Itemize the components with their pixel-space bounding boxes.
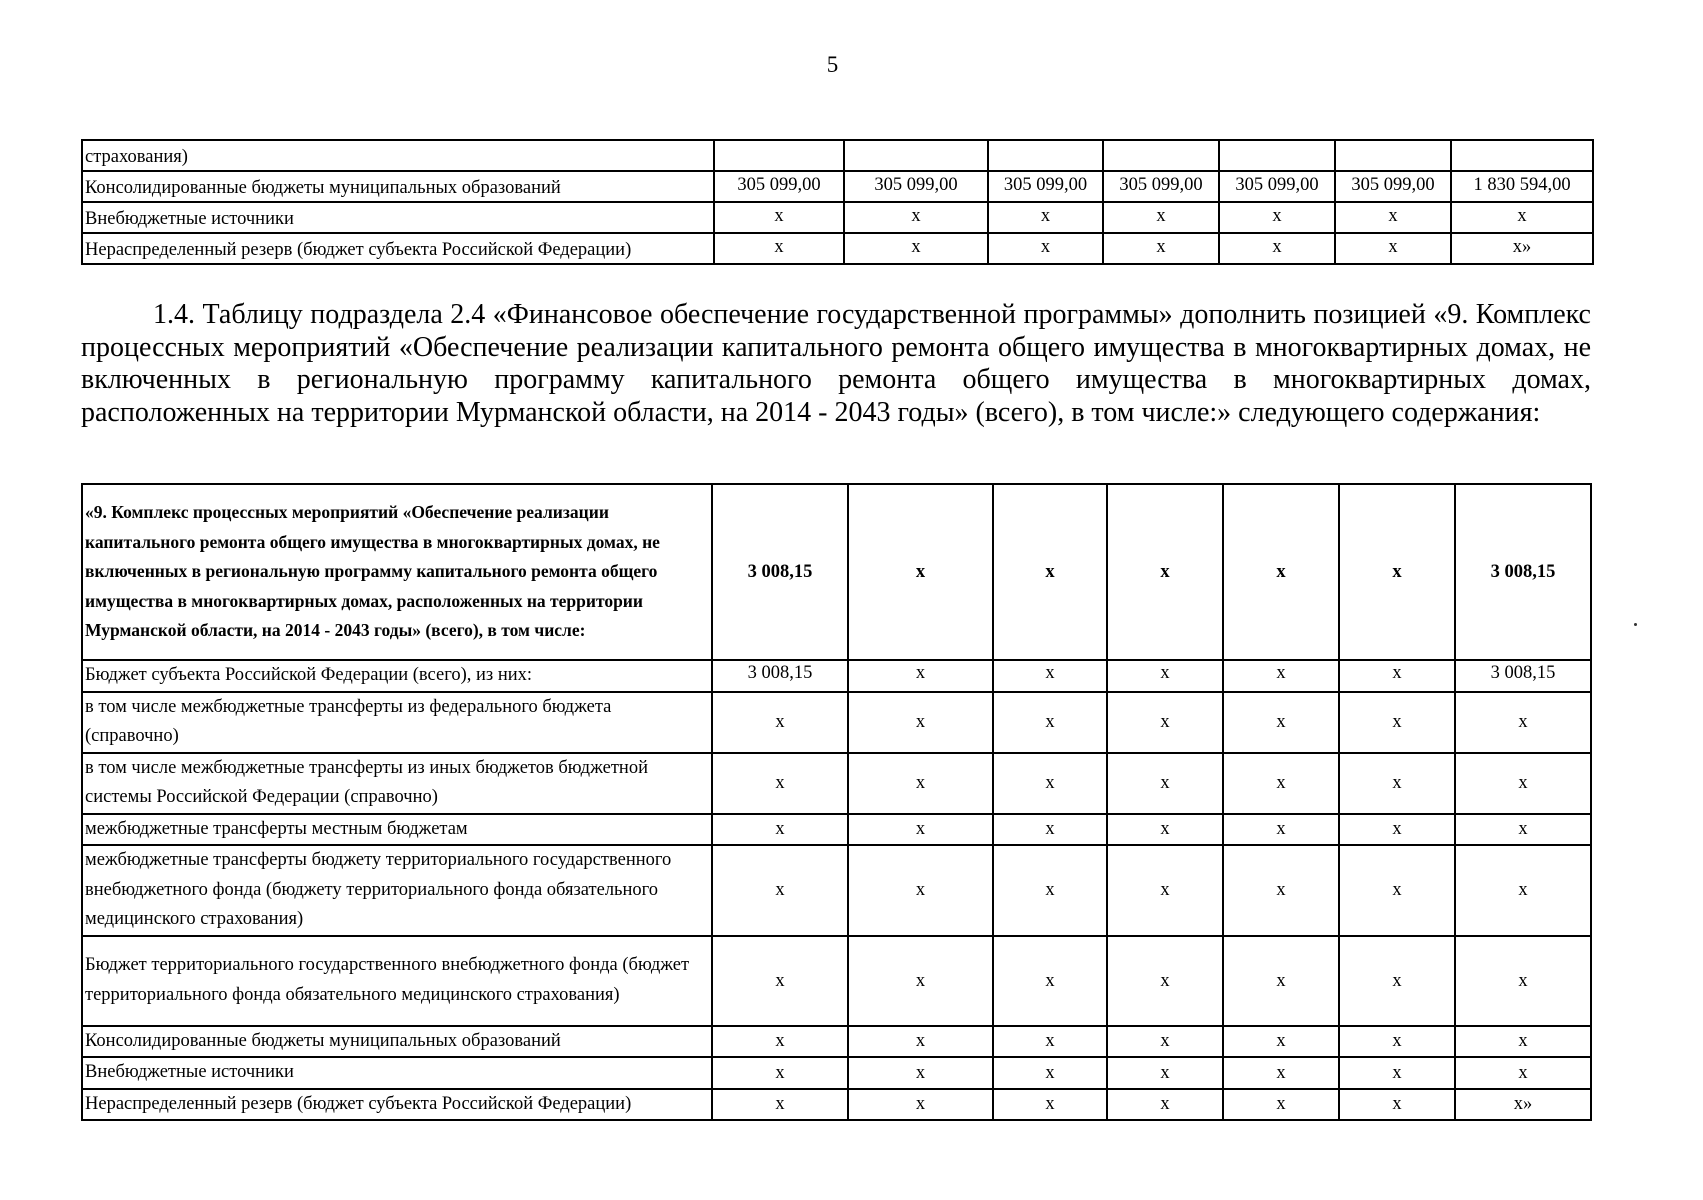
cell-value: х	[988, 202, 1103, 233]
cell-value: х	[1107, 936, 1223, 1026]
cell-value: х	[712, 1026, 848, 1058]
cell-value	[844, 140, 988, 171]
scan-speck	[1634, 623, 1637, 626]
cell-value: х	[1451, 202, 1593, 233]
cell-value: х	[1107, 1057, 1223, 1089]
cell-value: х	[1219, 202, 1335, 233]
cell-value: х	[1339, 692, 1455, 753]
cell-value	[1451, 140, 1593, 171]
cell-value: 305 099,00	[1219, 171, 1335, 202]
cell-value	[1219, 140, 1335, 171]
bottom-table	[81, 483, 1592, 1121]
cell-value	[1335, 140, 1451, 171]
cell-value: х	[1339, 936, 1455, 1026]
cell-value: х	[1455, 753, 1591, 814]
row-label: Нераспределенный резерв (бюджет субъекта Российской Федерации)	[82, 233, 714, 264]
cell-value	[988, 140, 1103, 171]
table-row	[82, 692, 1591, 753]
cell-value: х	[1223, 1026, 1339, 1058]
row-label: в том числе межбюджетные трансферты из федерального бюджета (справочно)	[82, 692, 712, 753]
row-label: межбюджетные трансферты бюджету территориального государственного внебюджетного фонда (бюджету территориального фонда обязательного медицинского страхования)	[82, 845, 712, 936]
cell-value: х	[1223, 845, 1339, 936]
row-label: Бюджет территориального государственного внебюджетного фонда (бюджет территориального фонда обязательного медицинского страхования)	[82, 936, 712, 1026]
cell-value: 3 008,15	[712, 484, 848, 660]
cell-value: х	[844, 233, 988, 264]
table-row	[82, 660, 1591, 692]
cell-value: х	[848, 1026, 993, 1058]
row-label: в том числе межбюджетные трансферты из иных бюджетов бюджетной системы Российской Федерации (справочно)	[82, 753, 712, 814]
cell-value: х	[848, 1057, 993, 1089]
cell-value: 305 099,00	[988, 171, 1103, 202]
cell-value: х	[1107, 845, 1223, 936]
cell-value: 3 008,15	[1455, 660, 1591, 692]
row-label: межбюджетные трансферты местным бюджетам	[82, 814, 712, 846]
cell-value: х	[1455, 692, 1591, 753]
cell-value: х	[712, 1089, 848, 1121]
cell-value: х	[1455, 845, 1591, 936]
cell-value: 305 099,00	[1103, 171, 1219, 202]
cell-value: х	[712, 814, 848, 846]
page-number: 5	[826, 52, 839, 77]
table-row	[82, 814, 1591, 846]
cell-value: х»	[1451, 233, 1593, 264]
cell-value: х	[1455, 936, 1591, 1026]
cell-value: х	[848, 484, 993, 660]
cell-value: х	[1107, 1026, 1223, 1058]
cell-value: х	[1339, 1089, 1455, 1121]
table-row	[82, 1057, 1591, 1089]
cell-value: х	[1339, 1026, 1455, 1058]
cell-value: х	[1339, 845, 1455, 936]
table-row	[82, 171, 1593, 202]
cell-value: х	[1219, 233, 1335, 264]
cell-value: х	[1455, 1026, 1591, 1058]
cell-value: х	[1223, 660, 1339, 692]
row-label: страхования)	[82, 140, 714, 171]
cell-value: х	[1107, 814, 1223, 846]
cell-value: х	[1107, 753, 1223, 814]
row-label: Консолидированные бюджеты муниципальных образований	[82, 171, 714, 202]
cell-value: х	[848, 753, 993, 814]
cell-value: х	[1339, 814, 1455, 846]
cell-value: х	[1455, 814, 1591, 846]
cell-value: 3 008,15	[712, 660, 848, 692]
cell-value: х	[714, 202, 844, 233]
cell-value: 1 830 594,00	[1451, 171, 1593, 202]
table-row	[82, 845, 1591, 936]
row-label: Нераспределенный резерв (бюджет субъекта Российской Федерации)	[82, 1089, 712, 1121]
cell-value: х»	[1455, 1089, 1591, 1121]
cell-value: х	[1223, 484, 1339, 660]
cell-value: х	[1107, 484, 1223, 660]
cell-value: х	[1223, 936, 1339, 1026]
cell-value: х	[848, 1089, 993, 1121]
cell-value: х	[1223, 814, 1339, 846]
cell-value: х	[1103, 202, 1219, 233]
cell-value: х	[1223, 1089, 1339, 1121]
cell-value: х	[993, 814, 1107, 846]
cell-value: х	[1223, 1057, 1339, 1089]
cell-value: х	[848, 692, 993, 753]
table-row	[82, 140, 1593, 171]
cell-value: х	[712, 936, 848, 1026]
table-row	[82, 202, 1593, 233]
cell-value: х	[1223, 692, 1339, 753]
cell-value	[1103, 140, 1219, 171]
cell-value: х	[848, 660, 993, 692]
cell-value: х	[988, 233, 1103, 264]
table-row	[82, 233, 1593, 264]
cell-value: х	[1339, 660, 1455, 692]
row-label: Внебюджетные источники	[82, 1057, 712, 1089]
cell-value: х	[993, 692, 1107, 753]
cell-value: х	[1339, 753, 1455, 814]
row-label: Консолидированные бюджеты муниципальных образований	[82, 1026, 712, 1058]
cell-value: х	[993, 660, 1107, 692]
cell-value: х	[848, 845, 993, 936]
cell-value: х	[1103, 233, 1219, 264]
cell-value: 305 099,00	[714, 171, 844, 202]
cell-value	[714, 140, 844, 171]
cell-value: 3 008,15	[1455, 484, 1591, 660]
cell-value: х	[714, 233, 844, 264]
cell-value: х	[1107, 692, 1223, 753]
cell-value: х	[1455, 1057, 1591, 1089]
cell-value: х	[993, 845, 1107, 936]
cell-value: х	[712, 845, 848, 936]
cell-value: х	[844, 202, 988, 233]
table-row	[82, 484, 1591, 660]
cell-value: 305 099,00	[844, 171, 988, 202]
cell-value: х	[1339, 1057, 1455, 1089]
top-table	[81, 139, 1594, 265]
cell-value: х	[1335, 202, 1451, 233]
cell-value: х	[993, 1089, 1107, 1121]
row-label: «9. Комплекс процессных мероприятий «Обеспечение реализации капитального ремонта общего имущества в многоквартирных домах, не включенных в региональную программу капитального ремонта общего имущества в многоквартирных домах, расположенных на территории Мурманской области, на 2014 - 2043 годы» (всего), в том числе:	[82, 484, 712, 660]
cell-value: х	[993, 484, 1107, 660]
cell-value: х	[993, 1026, 1107, 1058]
table-row	[82, 936, 1591, 1026]
cell-value: 305 099,00	[1335, 171, 1451, 202]
cell-value: х	[1223, 753, 1339, 814]
amendment-paragraph: 1.4. Таблицу подраздела 2.4 «Финансовое обеспечение государственной программы» дополнить позицией «9. Комплекс процессных мероприятий «Обеспечение реализации капитального ремонта общего имущества в многоквартирных домах, не включенных в региональную программу капитального ремонта общего имущества в многоквартирных домах, расположенных на территории Мурманской области, на 2014 - 2043 годы» (всего), в том числе:» следующего содержания:	[81, 299, 1591, 428]
cell-value: х	[1339, 484, 1455, 660]
table-row	[82, 1089, 1591, 1121]
cell-value: х	[1107, 660, 1223, 692]
cell-value: х	[712, 1057, 848, 1089]
row-label: Внебюджетные источники	[82, 202, 714, 233]
cell-value: х	[993, 936, 1107, 1026]
cell-value: х	[993, 1057, 1107, 1089]
cell-value: х	[1335, 233, 1451, 264]
row-label: Бюджет субъекта Российской Федерации (всего), из них:	[82, 660, 712, 692]
cell-value: х	[993, 753, 1107, 814]
table-row	[82, 1026, 1591, 1058]
cell-value: х	[712, 753, 848, 814]
cell-value: х	[848, 936, 993, 1026]
table-row	[82, 753, 1591, 814]
cell-value: х	[712, 692, 848, 753]
cell-value: х	[848, 814, 993, 846]
cell-value: х	[1107, 1089, 1223, 1121]
